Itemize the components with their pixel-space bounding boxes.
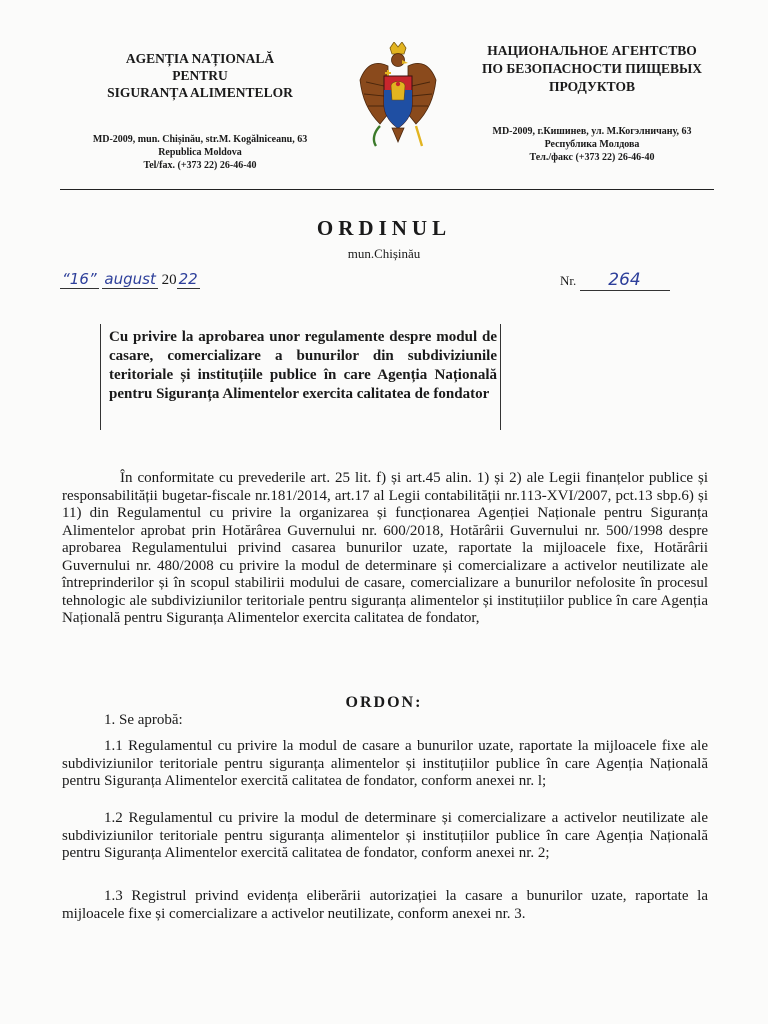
number-label: Nr. bbox=[560, 273, 577, 288]
address-line: Республика Молдова bbox=[544, 139, 640, 150]
date-year-suffix: 22 bbox=[178, 270, 198, 288]
address-line: Tel/fax. (+373 22) 26-46-40 bbox=[143, 160, 257, 171]
coat-of-arms-icon bbox=[358, 42, 438, 150]
address-line: Тел./факс (+373 22) 26-46-40 bbox=[529, 152, 655, 163]
number-value: 264 bbox=[580, 270, 670, 291]
address-line: MD-2009, mun. Chișinău, str.M. Kogălniceanu, 63 bbox=[92, 134, 308, 145]
date-month: august bbox=[104, 270, 156, 288]
header-left bbox=[70, 50, 330, 172]
agency-name-line: AGENȚIA NAȚIONALĂ bbox=[125, 51, 275, 66]
agency-name-line: SIGURANȚA ALIMENTELOR bbox=[107, 85, 293, 100]
item-1-1: 1.1 Regulamentul cu privire la modul de casare a bunurilor uzate, raportate la mijloacele fixe ale subdiviziunilor teritoriale pentru siguranța alimentelor și instituțiilor publice în care Agenția Națională pentru Siguranța Alimentelor exercită calitatea de fondator, conform anexei nr. l; bbox=[62, 738, 708, 789]
date-day-value: 16 bbox=[69, 270, 89, 288]
agency-address-ru bbox=[458, 125, 726, 164]
document-date bbox=[60, 270, 200, 289]
document-number bbox=[560, 270, 670, 291]
header-divider bbox=[60, 189, 714, 190]
agency-name-line: НАЦИОНАЛЬНОЕ АГЕНТСТВО bbox=[487, 43, 697, 58]
agency-name-ro bbox=[70, 50, 330, 101]
document-city: mun.Chișinău bbox=[347, 246, 421, 261]
item-1: 1. Se aprobă: bbox=[104, 712, 183, 728]
intro-paragraph: În conformitate cu prevederile art. 25 lit. f) și art.45 alin. 1) și 2) ale Legii finanțelor publice și responsabilității bugetar-fiscale nr.181/2014, art.17 al Legii contabilității nr.113-XVI/2007, pct.13 sbp.6) și 11) din Regulamentul cu privire la organizarea și funcționarea Agenției Naționale pentru Siguranța Alimentelor aprobat prin Hotărârea Guvernului nr. 600/2018, Hotărârii Guvernului nr. 500/1998 despre aprobarea Regulamentului privind casarea bunurilor uzate, raportate la mijloacele fixe, Hotărârii Guvernului nr. 480/2008 cu privire la modul de determinare și comercializare a activelor neutilizate ale întreprinderilor și în scopul stabilirii modului de casare, comercializare a bunurilor nefolosite în procesul tehnologic ale subdiviziunilor teritoriale pentru siguranța alimentelor și instituțiilor publice în care Agenția Națională pentru Siguranța Alimentelor exercita calitatea de fondator, bbox=[62, 470, 708, 626]
address-line: Republica Moldova bbox=[158, 147, 242, 158]
date-day: “16” bbox=[62, 270, 97, 288]
agency-address-ro bbox=[70, 133, 330, 172]
agency-name-line: PENTRU bbox=[172, 68, 228, 83]
item-1-2: 1.2 Regulamentul cu privire la modul de determinare și comercializare a activelor neutilizate ale subdiviziunilor teritoriale pentru siguranța alimentelor și instituțiilor publice în care Agenția Națională pentru Siguranța Alimentelor exercită calitatea de fondator, conform anexei nr. 2; bbox=[62, 810, 708, 861]
document-subject: Cu privire la aprobarea unor regulamente despre modul de casare, comercializare a bunurilor din subdiviziunile teritoriale și instituțiile publice în care Agenția Națională pentru Siguranța Alimentelor exercita calitatea de fondator bbox=[100, 324, 501, 430]
header-right bbox=[458, 42, 726, 164]
agency-name-line: ПО БЕЗОПАСНОСТИ ПИЩЕВЫХ bbox=[481, 61, 703, 76]
address-line: MD-2009, г.Кишинев, ул. М.Когэлничану, 63 bbox=[492, 126, 692, 137]
agency-name-ru bbox=[458, 42, 726, 96]
item-1-3: 1.3 Registrul privind evidența eliberării autorizației la casare a bunurilor uzate, raportate la mijloacele fixe și comercializare a activelor neutilizate, conform anexei nr. 3. bbox=[62, 888, 708, 922]
document-title: ORDINUL bbox=[316, 216, 452, 240]
ordon-heading: ORDON: bbox=[345, 694, 423, 711]
agency-name-line: ПРОДУКТОВ bbox=[549, 79, 635, 94]
date-year-prefix: 20 bbox=[161, 272, 177, 288]
